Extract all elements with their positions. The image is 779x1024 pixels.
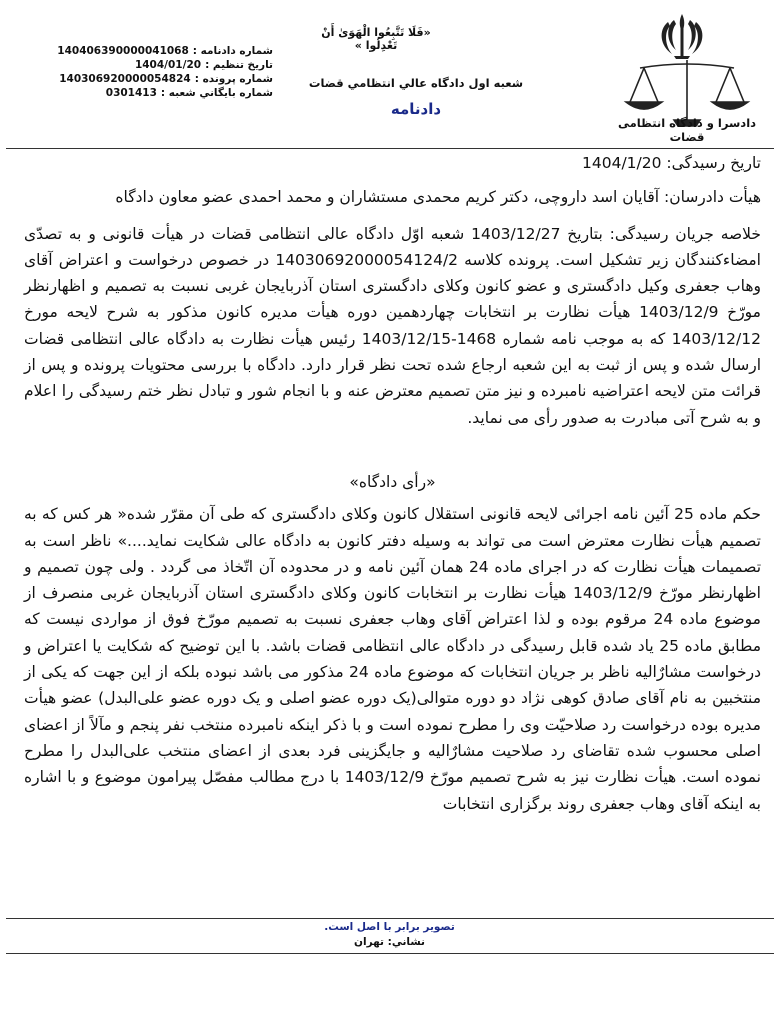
meta-value: 140406390000041068 — [57, 45, 189, 57]
court-branch-name: شعبه اول دادگاه عالي انتظامي قضات — [308, 76, 524, 90]
certified-copy-note: تصوير برابر با اصل است. — [324, 921, 455, 933]
meta-row-issue-date — [68, 58, 273, 72]
meta-label: شماره پرونده : — [194, 73, 273, 85]
meta-value: 140306920000054824 — [59, 73, 191, 85]
document-body — [24, 150, 761, 817]
meta-row-verdict-number — [57, 44, 273, 58]
meta-value: 0301413 — [105, 87, 157, 99]
judiciary-emblem-block — [612, 12, 762, 144]
document-header — [6, 8, 774, 148]
judges-panel: هیأت دادرسان: آقایان اسد داروچی، دکتر کریم محمدی مستشاران و محمد احمدی عضو معاون دادگاه — [115, 188, 761, 207]
address-line: نشاني: تهران — [354, 936, 425, 948]
iran-emblem-icon — [652, 12, 712, 60]
footer-divider — [6, 918, 774, 919]
header-divider — [6, 148, 774, 149]
verdict-heading: «رأی دادگاه» — [349, 472, 436, 491]
hearing-date: تاریخ رسیدگی: 1404/1/20 — [582, 154, 761, 172]
meta-row-case-number — [59, 72, 273, 86]
meta-label: شماره دادنامه : — [192, 45, 273, 57]
org-name: دادسرا و دادگاه انتظامی قضات — [617, 116, 757, 144]
meta-label: شماره بايگاني شعبه : — [160, 87, 273, 99]
meta-row-archive-number — [68, 86, 273, 100]
meta-value: 1404/01/20 — [134, 59, 202, 71]
document-title: دادنامه — [390, 100, 442, 118]
footer-bottom-divider — [6, 953, 774, 954]
proceedings-summary: خلاصه جریان رسیدگی: بتاریخ 1403/12/27 شعبه اوّل دادگاه عالی انتظامی قضات در هیأت قانونی و به تصدّی امضاءکنندگان زیر تشکیل است. پرونده کلاسه 14030692000054124/2 در خصوص درخواست و اعتراض آقای وهاب جعفری وکیل دادگستری و عضو کانون وکلای دادگستری استان آذربایجان غربی نسبت به تصمیم و اظهارنظر مورّخ 1403/12/9 هیأت نظارت بر انتخابات چهاردهمین دوره هیأت مدیره کانون مذکور به شرح لایحه مورخ 1403/12/12 که به موجب نامه شماره 1468-1403/12/15 رئیس هیأت نظارت به دادگاه عالی انتظامی قضات ارسال شده و پس از ثبت به این شعبه ارجاع شده تحت نظر قرار دارد. دادگاه با بررسی محتویات پرونده و پس از قرائت متن لایحه اعتراضیه نامبرده و نیز متن تصمیم معترض عنه و با انجام شور و تبادل نظر ختم رسیدگی را اعلام و به شرح آتی مبادرت به صدور رأی می نماید. — [24, 224, 761, 427]
header-verse: «فَلَا تَتَّبِعُوا الْهَوَىٰ أَنْ تَعْدِلُوا » — [321, 26, 431, 52]
document-metadata — [57, 44, 273, 100]
verdict-text: حکم ماده 25 آئین نامه اجرائی لایحه قانونی استقلال کانون وکلای دادگستری که طی آن مقرّر شده« هر کس که به تصمیم هیأت نظارت معترض است می تواند به وسیله دفتر کانون به دادگاه عالی شکایت نماید....» ناظر است به تصمیمات هیأت نظارت که در اجرای ماده 24 همان آئین نامه و در محدوده آن اتّخاذ می گردد . ولی چون تصمیم و اظهارنظر مورّخ 1403/12/9 هیأت نظارت بر انتخابات کانون وکلای دادگستری استان آذربایجان غربی منصرف از موضوع ماده 24 مرقوم بوده و لذا اعتراض آقای وهاب جعفری نسبت به تصمیم مورّخ فوق از مواردی نیست که مطابق ماده 25 یاد شده قابل رسیدگی در دادگاه عالی انتظامی قضات باشد. با این توضیح که شکایت یا اعتراض و درخواست مشارٌالیه ناظر بر جریان انتخابات که موضوع ماده 24 مذکور می باشد نبوده بلکه از این جهت که یکی از منتخبین به نام آقای صادق کوهی نژاد دو دوره متوالی(یک دوره عضو اصلی و یک دوره عضو علی‌البدل) عضو هیأت مدیره بوده درخواست رد صلاحیّت وی را مطرح نموده است و با ذکر اینکه نامبرده منتخب نفر پنجم و مآلاً از اعضای اصلی محسوب شده تقاضای رد صلاحیت مشارٌالیه و جایگزینی فرد بعدی از اعضای منتخب علی‌البدل را مطرح نموده است. هیأت نظارت نیز به شرح تصمیم مورّخ 1403/12/9 با درج مطالب مفصّل پیرامون موضوع و با اشاره به اینکه آقای وهاب جعفری روند برگزاری انتخابات — [24, 505, 762, 813]
meta-label: تاريخ تنظيم : — [205, 59, 273, 71]
